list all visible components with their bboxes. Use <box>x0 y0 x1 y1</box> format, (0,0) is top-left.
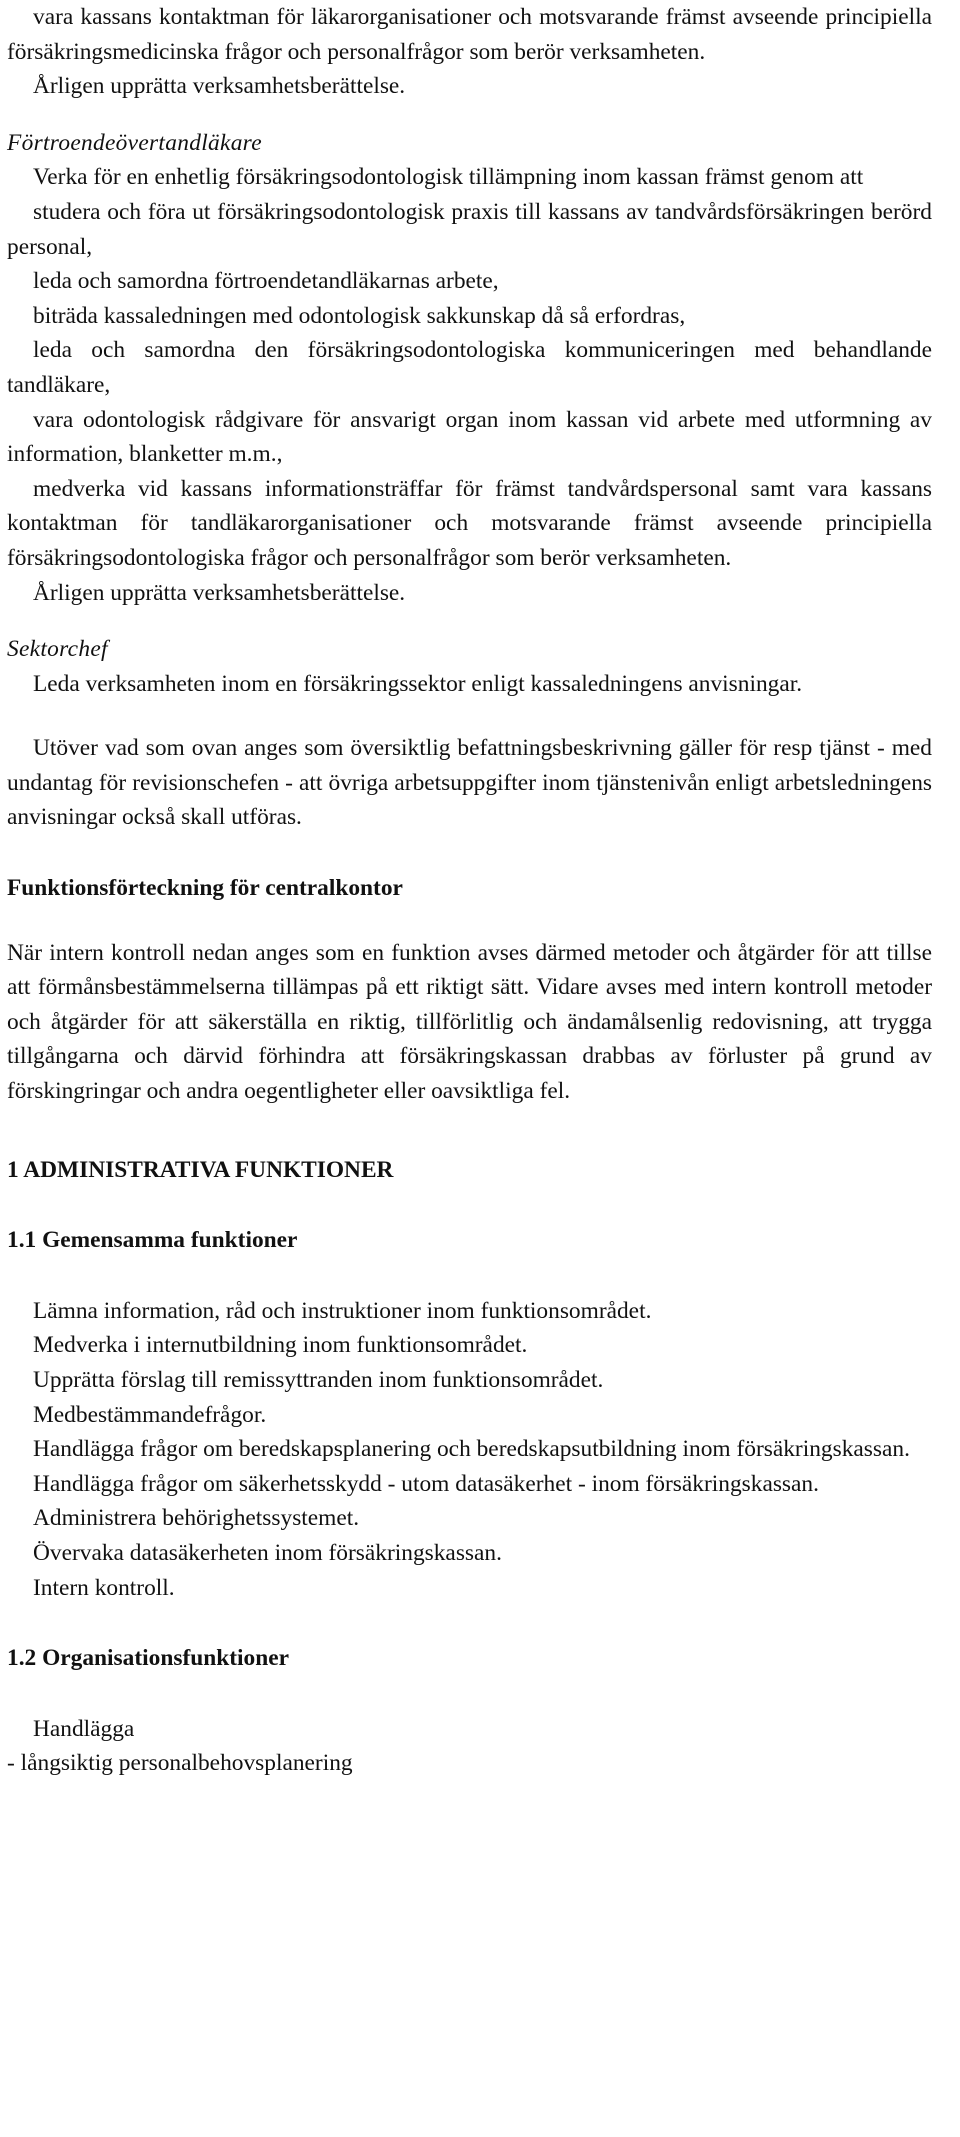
fortroende-intro: Verka för en enhetlig försäkringsodontologisk tillämpning inom kassan främst genom att <box>33 164 864 191</box>
section-1-1-item: Övervaka datasäkerheten inom försäkringskassan. <box>33 1539 502 1566</box>
fortroende-item: leda och samordna den försäkringsodontologiska kommuniceringen med behandlande tandläkare, <box>7 337 932 398</box>
funktionsforteckning-text: När intern kontroll nedan anges som en funktion avses därmed metoder och åtgärder för att tillse att förmånsbestämmelserna tillämpas på ett riktigt sätt. Vidare avses med intern kontroll metoder och åtgärder för att säkerställa en riktig, tillförlitlig och ändamålsenlig redovisning, att trygga tillgångarna och därvid förhindra att försäkringskassan drabbas av förluster på grund av förskingringar och andra oegentligheter eller oavsiktliga fel. <box>7 939 932 1105</box>
heading-funktionsforteckning: Funktionsförteckning för centralkontor <box>7 875 403 902</box>
section-1-1-item: Intern kontroll. <box>33 1574 175 1601</box>
top-paragraph-1: vara kassans kontaktman för läkarorganisationer och motsvarande främst avseende principiella försäkringsmedicinska frågor och personalfrågor som berör verksamheten. <box>7 4 932 65</box>
section-1-1-item: Administrera behörighetssystemet. <box>33 1505 360 1532</box>
heading-sektorchef: Sektorchef <box>7 636 108 663</box>
section-1-1-item: Medbestämmandefrågor. <box>33 1401 267 1428</box>
section-1-2-item: - långsiktig personalbehovsplanering <box>7 1750 353 1777</box>
fortroende-item: medverka vid kassans informationsträffar för främst tandvårdspersonal samt vara kassans kontaktman för tandläkarorganisationer och motsvarande främst avseende principiella försäkringsodontologiska frågor och personalfrågor som berör verksamheten. <box>7 475 932 571</box>
heading-fortroendeovertandlakare: Förtroendeövertandläkare <box>7 129 262 156</box>
heading-section-1-2: 1.2 Organisationsfunktioner <box>7 1645 290 1672</box>
section-1-1-item: Handlägga frågor om säkerhetsskydd - utom datasäkerhet - inom försäkringskassan. <box>33 1470 819 1497</box>
utover-paragraph: Utöver vad som ovan anges som översiktlig befattningsbeskrivning gäller för resp tjänst - med undantag för revisionschefen - att övriga arbetsuppgifter inom tjänstenivån enligt arbetsledningens anvisningar också skall utföras. <box>7 735 932 831</box>
fortroende-item: biträda kassaledningen med odontologisk sakkunskap då så erfordras, <box>33 302 686 329</box>
heading-chapter-1: 1 ADMINISTRATIVA FUNKTIONER <box>7 1156 394 1183</box>
sektorchef-text: Leda verksamheten inom en försäkringssektor enligt kassaledningens anvisningar. <box>33 670 803 697</box>
fortroende-item: studera och föra ut försäkringsodontologisk praxis till kassans av tandvårdsförsäkringen berörd personal, <box>7 198 932 260</box>
section-1-1-item: Lämna information, råd och instruktioner inom funktionsområdet. <box>33 1297 652 1324</box>
section-1-1-item: Medverka i internutbildning inom funktionsområdet. <box>33 1332 528 1359</box>
heading-section-1-1: 1.1 Gemensamma funktioner <box>7 1227 298 1254</box>
fortroende-item: leda och samordna förtroendetandläkarnas arbete, <box>33 268 499 295</box>
section-1-1-item: Upprätta förslag till remissyttranden inom funktionsområdet. <box>33 1367 604 1393</box>
top-paragraph-2: Årligen upprätta verksamhetsberättelse. <box>33 73 406 100</box>
fortroende-item: vara odontologisk rådgivare för ansvarigt organ inom kassan vid arbete med utformning av information, blanketter m.m., <box>7 406 932 468</box>
section-1-1-item: Handlägga frågor om beredskapsplanering och beredskapsutbildning inom försäkringskassan. <box>33 1436 910 1463</box>
fortroende-item: Årligen upprätta verksamhetsberättelse. <box>33 579 406 606</box>
section-1-2-item: Handlägga <box>33 1715 135 1742</box>
